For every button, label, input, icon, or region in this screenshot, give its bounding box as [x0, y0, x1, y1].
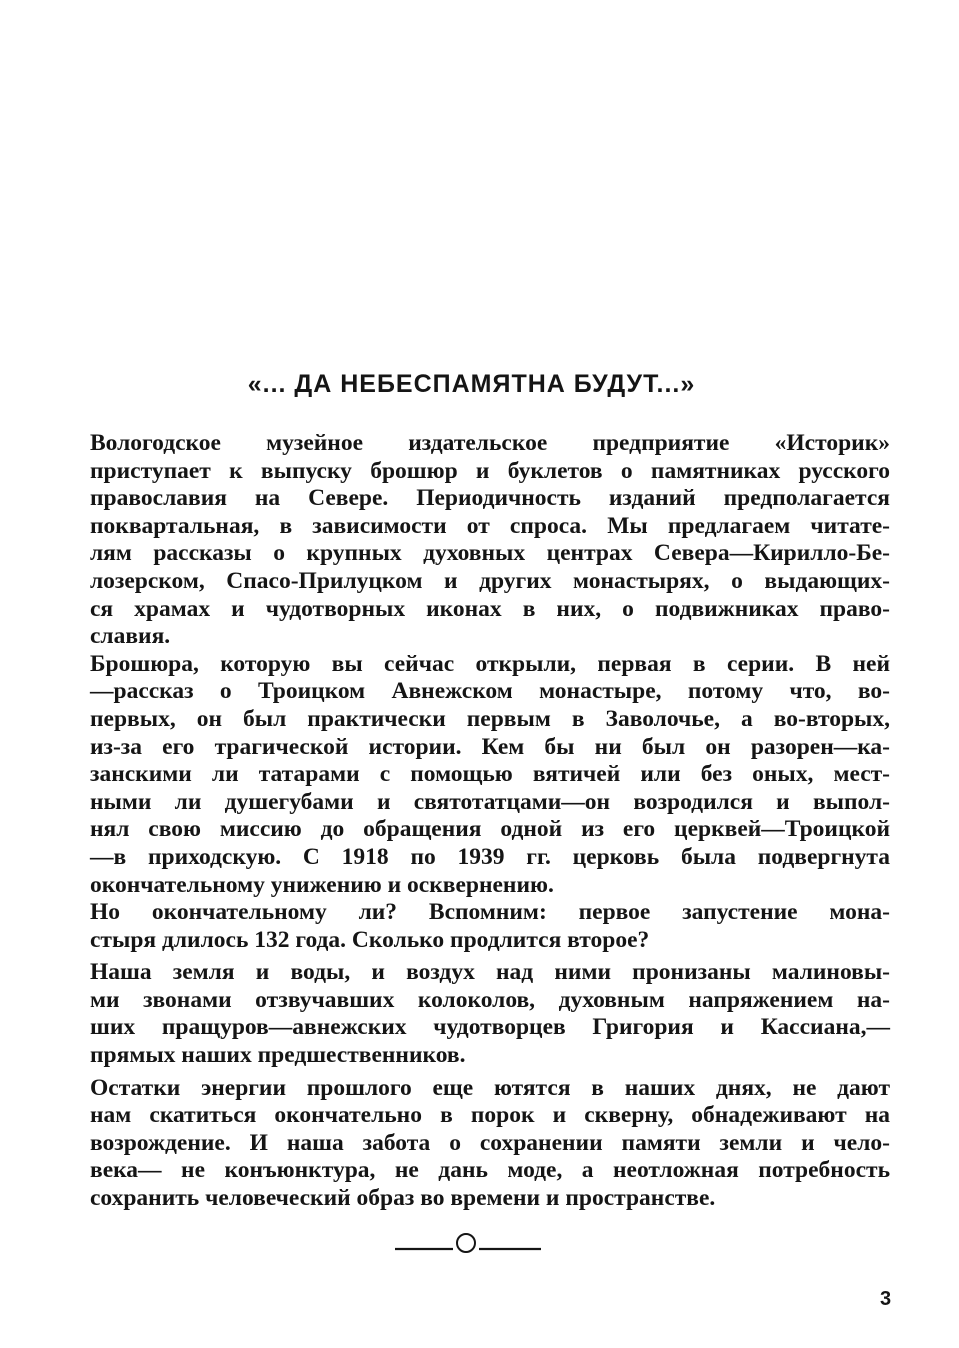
text-line: ших пращуров—авнежских чудотворцев Григория и Кассиана,—	[90, 1014, 890, 1041]
paragraph-3	[90, 899, 890, 954]
body-text	[90, 430, 890, 1213]
text-line: стыря длилось 132 года. Сколько продлится второе?	[90, 926, 650, 953]
text-line: ными ли душегубами и святотатцами—он возродился и выпол-	[90, 788, 890, 815]
text-line: ся храмах и чудотворных иконах в них, о подвижниках право-	[90, 595, 890, 622]
paragraph-5	[90, 1075, 890, 1213]
text-line: возрождение. И наша забота о сохранении памяти земли и чело-	[90, 1129, 890, 1156]
text-line: Наша земля и воды, и воздух над ними пронизаны малиновы-	[90, 959, 890, 986]
text-line: из-за его трагической истории. Кем бы ни был он разорен—ка-	[90, 733, 890, 760]
text-line: окончательному унижению и осквернению.	[90, 871, 554, 898]
text-line: нам скатиться окончательно в порок и скверну, обнадеживают на	[90, 1102, 890, 1129]
text-line: прямых наших предшественников.	[90, 1042, 466, 1069]
page-number: 3	[880, 1288, 892, 1310]
text-line: славия.	[90, 623, 171, 650]
text-line: Брошюра, которую вы сейчас открыли, первая в серии. В ней	[90, 650, 890, 677]
text-line: первых, он был практически первым в Заволочье, а во-вторых,	[90, 705, 890, 732]
text-line: сохранить человеческий образ во времени и пространстве.	[90, 1185, 716, 1212]
divider-circle	[457, 1234, 475, 1252]
text-line: приступает к выпуску брошюр и буклетов о памятниках русского	[90, 457, 890, 484]
text-line: ми звонами отзвучавших колоколов, духовным напряжением на-	[90, 986, 890, 1013]
section-divider-ornament	[393, 1232, 543, 1256]
text-line: нял свою миссию до обращения одной из его церквей—Троицкой	[90, 816, 890, 843]
text-line: —рассказ о Троицком Авнежском монастыре, потому что, во-	[90, 678, 890, 705]
paragraph-2	[90, 651, 890, 899]
text-line: лозерском, Спасо-Прилуцком и других монастырях, о выдающих-	[90, 567, 890, 594]
text-line: занскими ли татарами с помощью вятичей или без оных, мест-	[90, 761, 890, 788]
text-line: лям рассказы о крупных духовных центрах Севера—Кирилло-Бе-	[90, 540, 890, 567]
text-line: века— не конъюнктура, не дань моде, а неотложная потребность	[90, 1157, 890, 1184]
text-line: —в приходскую. С 1918 по 1939 гг. церковь была подвергнута	[90, 843, 890, 870]
text-line: Остатки энергии прошлого еще ютятся в наших днях, не дают	[90, 1074, 890, 1101]
text-line: православия на Севере. Периодичность изданий предполагается	[90, 485, 890, 512]
page-title: «... ДА НЕБЕСПАМЯТНА БУДУТ...»	[247, 370, 696, 398]
paragraph-1	[90, 430, 890, 651]
text-line: поквартальная, в зависимости от спроса. Мы предлагаем читате-	[90, 512, 890, 539]
text-line: Но окончательному ли? Вспомним: первое запустение мона-	[90, 899, 890, 926]
text-line: Вологодское музейное издательское предприятие «Историк»	[90, 430, 890, 456]
paragraph-4	[90, 959, 890, 1069]
